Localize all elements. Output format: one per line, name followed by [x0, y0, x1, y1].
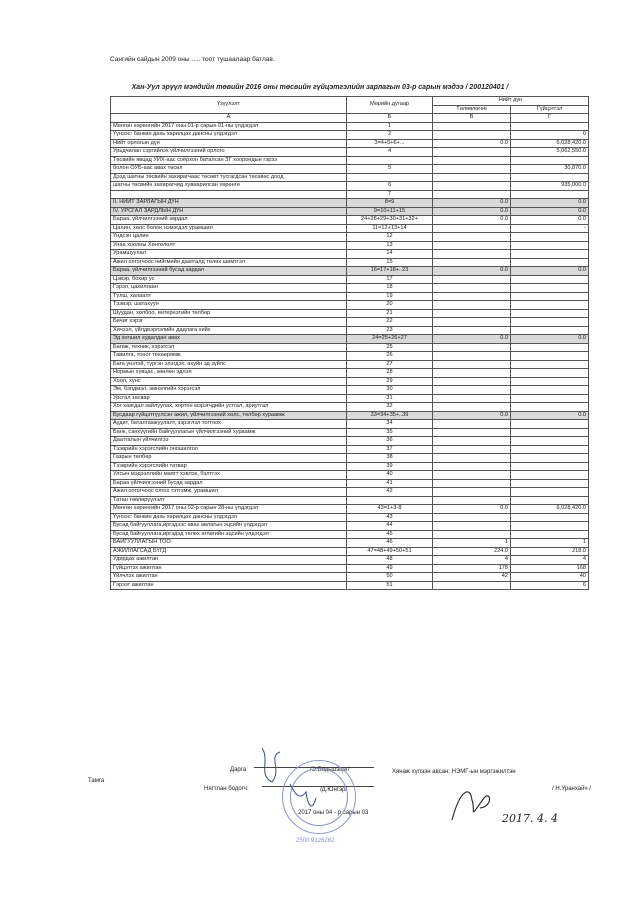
row-code: 46 [347, 539, 433, 548]
row-code: 33=34+35+..39 [347, 411, 433, 420]
row-code: 37 [347, 445, 433, 454]
row-code: 34 [347, 420, 433, 429]
report-title: Хан-Уул эрүүл мэндийн төвийн 2016 оны төсвийн гүйцэтгэлийн зарлагын 03-р сарын мэдээ / 200120401 / [131, 84, 509, 91]
row-actual: 1 [511, 539, 589, 548]
row-label: Ажил олгогчоос олгох тэтгэмж, урамшил [111, 488, 347, 497]
row-label: Газрын төлбөр [111, 454, 347, 463]
row-code: 1 [347, 122, 433, 131]
row-code: 39 [347, 462, 433, 471]
row-code: 49 [347, 564, 433, 573]
row-label: Урьдчилан сэргийлэх үйлчилгээний орлого [111, 148, 347, 157]
row-actual: 6 [511, 581, 589, 590]
row-plan: 4 [433, 556, 511, 565]
row-label: Ажил олгогчоос нийгмийн даатгалд төлөх шимтгэл [111, 258, 347, 267]
row-plan: 1 [433, 539, 511, 548]
row-label: Дээд шатны төсвийн захирагчаас төсөвт тусгагдсан төсөвөс доод [111, 173, 347, 182]
row-code: 48 [347, 556, 433, 565]
row-label: Нормын хувцас, зөөлөн эдлэл [111, 369, 347, 378]
row-code: 7 [347, 190, 433, 199]
row-code: 22 [347, 318, 433, 327]
row-code: 14 [347, 250, 433, 259]
approval-note: Сангийн сайдын 2009 оны ..... тоот тушаалаар батлав. [110, 56, 275, 63]
row-actual: 0.0 [511, 207, 589, 216]
row-actual: 0.0 [511, 199, 589, 208]
row-label: Үүнээс: банкин дахь харилцах дансны үлдэгдэл [111, 513, 347, 522]
row-code: 35 [347, 428, 433, 437]
row-label: БАЙГУУЛЛАГЫН ТОО [111, 539, 347, 548]
row-label: Мөнгөн хөрөнгийн 2017 оны 01-р сарын 01-ны үлдэгдэл [111, 122, 347, 131]
row-plan: 0.0 [433, 267, 511, 276]
row-label: Үндсэн цалин [111, 233, 347, 242]
accountant-role: Нягтлан бодогч: [204, 786, 249, 792]
row-label: Төсвийн явцад УИХ-аас соёрхон баталсан ЗГ хоорондын гэрээ [111, 156, 347, 165]
row-label: Цалин, хөлс болон нэмэгдэл урамшил [111, 224, 347, 233]
row-code: 38 [347, 454, 433, 463]
row-label: Бичиг хэрэг [111, 318, 347, 327]
row-label: Унаа хоолны Хөнгөлөлт [111, 241, 347, 250]
row-actual: 0.0 [511, 267, 589, 276]
row-plan: 0.0 [433, 505, 511, 514]
header-letter-v: В [433, 114, 511, 123]
row-code: 36 [347, 437, 433, 446]
row-code: 31 [347, 394, 433, 403]
row-actual: 30,870.0 [511, 165, 589, 174]
row-code: 24=25+26+27 [347, 335, 433, 344]
row-label: Хог хаягдал зайлуулах, хортон мэрэгчдийн устгал, ариутгал [111, 403, 347, 412]
row-code: 3=4+5+6+... [347, 139, 433, 148]
header-plan: Төлөвлөгөө [433, 105, 511, 114]
row-code: 24+28+29+30+31+32+ [347, 216, 433, 225]
row-label: Цэвэр, бохир ус [111, 275, 347, 284]
row-label: Урамшуулал [111, 250, 347, 259]
row-label: Урсгал засвар [111, 394, 347, 403]
row-label: Хичээл, үйлдвэрлэлийн дадлага хийх [111, 326, 347, 335]
row-actual: 168 [511, 564, 589, 573]
row-code: 43 [347, 513, 433, 522]
row-label: Үүнээс: банкин дахь харилцах дансны үлдэгдэл [111, 131, 347, 140]
row-label: Татан төвлөрүүлэлт [111, 496, 347, 505]
row-actual: 0 [511, 131, 589, 140]
report-date: 2017 оны 04 - р сарын 03 [298, 810, 369, 816]
reviewer-title: Хянаж хүлээн авсан: НЭМГ-ын мэргэжилтэн [392, 769, 516, 775]
director-role: Дарга [230, 767, 247, 773]
row-actual: 4 [511, 556, 589, 565]
row-label: Бараа үйлчилгээний бусад зардал [111, 479, 347, 488]
accountant-name: /Д.Юнгэр/ [320, 787, 348, 793]
header-indicator: Үзүүлэлт [111, 97, 347, 114]
row-label: шатны төсвийн захирагчид хуваарилсан хөрөнгө [111, 182, 347, 191]
row-label: Бусад байгууллага,иргэдээс авах авлагын эцсийн үлдэгдэл [111, 522, 347, 531]
row-code: 11=12+13+14 [347, 224, 433, 233]
row-actual: 40 [511, 573, 589, 582]
row-label: Үйлчлэх ажилтан [111, 573, 347, 582]
row-code: 40 [347, 471, 433, 480]
row-label: Бага унэтэй, түргэн элэгдэх, ахуйн эд зүйлс [111, 360, 347, 369]
row-label: Тээвэр, шатахуун [111, 301, 347, 310]
row-code: 15 [347, 258, 433, 267]
row-label: АЖИЛЛАГСАД БҮГД [111, 547, 347, 556]
header-letter-b: Б [347, 114, 433, 123]
header-row-number: Мөрийн дугаар [347, 97, 433, 114]
row-plan: 0.0 [433, 335, 511, 344]
row-label: IV. УРСГАЛ ЗАРДЛЫН ДҮН [111, 207, 347, 216]
row-code: 12 [347, 233, 433, 242]
row-label: Түлш, халаалт [111, 292, 347, 301]
row-code: 28 [347, 369, 433, 378]
director-name: /Э.Бодьшэцэг/ [310, 767, 350, 773]
handwritten-date: 2017. 4. 4 [502, 812, 558, 825]
reviewer-name: / Н.Уранхайч / [552, 786, 591, 792]
row-code: 51 [347, 581, 433, 590]
reviewer-signature-scribble [452, 792, 490, 820]
row-code: 5 [347, 165, 433, 174]
row-code: 16=17+18+..23 [347, 267, 433, 276]
row-label: Гэрэл, цахилгаан [111, 284, 347, 293]
row-code: 44 [347, 522, 433, 531]
row-code: 20 [347, 301, 433, 310]
row-label: Тавилга, тоног төхөөрөмж [111, 352, 347, 361]
row-code: 50 [347, 573, 433, 582]
row-code: 25 [347, 343, 433, 352]
row-label: Аудит, баталгаажуулалт, зэрэглэл тогтоох [111, 420, 347, 429]
header-letter-a: А [111, 114, 347, 123]
row-label: Тээврийн хэрэгслийн татвар [111, 462, 347, 471]
row-code: 42 [347, 488, 433, 497]
row-label: Гэрээт ажилтан [111, 581, 347, 590]
row-code: 13 [347, 241, 433, 250]
row-code: 41 [347, 479, 433, 488]
row-code: 19 [347, 292, 433, 301]
row-label: Эд хогшил худалдан авах [111, 335, 347, 344]
header-actual: Гүйцэтгэл [511, 105, 589, 114]
row-code: 45 [347, 530, 433, 539]
row-plan: 0.0 [433, 411, 511, 420]
row-plan: 0.0 [433, 207, 511, 216]
accountant-signature-scribble [290, 784, 316, 806]
row-code: 17 [347, 275, 433, 284]
row-actual: 5,062,550.0 [511, 148, 589, 157]
row-code: 30 [347, 386, 433, 395]
row-plan: 0.0 [433, 199, 511, 208]
row-code: 4 [347, 148, 433, 157]
row-actual: 6,028,420.0 [511, 139, 589, 148]
row-label: Нийт орлогын дүн [111, 139, 347, 148]
row-code: 29 [347, 377, 433, 386]
header-letter-g: Г [511, 114, 589, 123]
row-actual: - [511, 224, 589, 233]
row-plan: 0.0 [433, 216, 511, 225]
row-plan: 0.0 [433, 139, 511, 148]
row-code: 21 [347, 309, 433, 318]
row-label: Багаж, техник, хэрэгсэл [111, 343, 347, 352]
row-actual: 0.0 [511, 216, 589, 225]
row-code: 47=48+49+50+51 [347, 547, 433, 556]
row-label: Шуудан, холбоо, интернэтийн төлбөр [111, 309, 347, 318]
row-code: 26 [347, 352, 433, 361]
row-label: Хоол, хүнс [111, 377, 347, 386]
row-label: Бусад байгууллага,иргэдэд төлөх өглөгийн эцсийн үлдэгдэл [111, 530, 347, 539]
row-code: 2 [347, 131, 433, 140]
row-label: болон ОУБ-аас авах төсөл [111, 165, 347, 174]
row-label: Тээврийн хэрэгслийн оношилгоо [111, 445, 347, 454]
row-label: Удирдах ажилтан [111, 556, 347, 565]
row-label: Бараа, үйлчилгээний бусад зардал [111, 267, 347, 276]
row-actual: 0.0 [511, 411, 589, 420]
row-plan: 42 [433, 573, 511, 582]
row-label: Мөнгөн хөрөнгийн 2017 оны 02-р сарын 28-ны үлдэгдэл [111, 505, 347, 514]
director-signature-scribble [262, 748, 280, 782]
row-code: 6 [347, 182, 433, 191]
row-plan: 224.0 [433, 547, 511, 556]
row-code: 43=1+3-8 [347, 505, 433, 514]
row-plan: 178 [433, 564, 511, 573]
stamp-label: Тамга [88, 778, 105, 784]
row-label: Гүйцэтгэх ажилтан [111, 564, 347, 573]
row-label: Эм, бэлдмэл, эмнэлгийн хэрэгсэл [111, 386, 347, 395]
row-actual: 6,028,420.0 [511, 505, 589, 514]
row-code: 32 [347, 403, 433, 412]
row-code: 9=10+11+15 [347, 207, 433, 216]
row-label: Бараа, үйлчилгээний зардал [111, 216, 347, 225]
row-code: 18 [347, 284, 433, 293]
row-code: 8=9 [347, 199, 433, 208]
row-label: Улсын мэдээллийн маягт хэвлэх, бэлтгэх [111, 471, 347, 480]
row-label: II. НИЙТ ЗАРЛАГЫН ДҮН [111, 199, 347, 208]
row-actual: 935,000.0 [511, 182, 589, 191]
row-actual: 218.0 [511, 547, 589, 556]
row-label: Даатгалын үйлчилгээ [111, 437, 347, 446]
row-code: 23 [347, 326, 433, 335]
row-actual: 0.0 [511, 335, 589, 344]
header-total: Нийт дүн [433, 97, 589, 106]
seal-number: 2500 9126262 [296, 838, 335, 844]
row-label: Бусдаар гүйцэтгүүлсэн ажил, үйлчилгээний хөлс, төлбөр хураамж [111, 411, 347, 420]
row-label: Банк, санхүүгийн байгууллагын үйлчилгээний хураамж [111, 428, 347, 437]
row-code: 27 [347, 360, 433, 369]
